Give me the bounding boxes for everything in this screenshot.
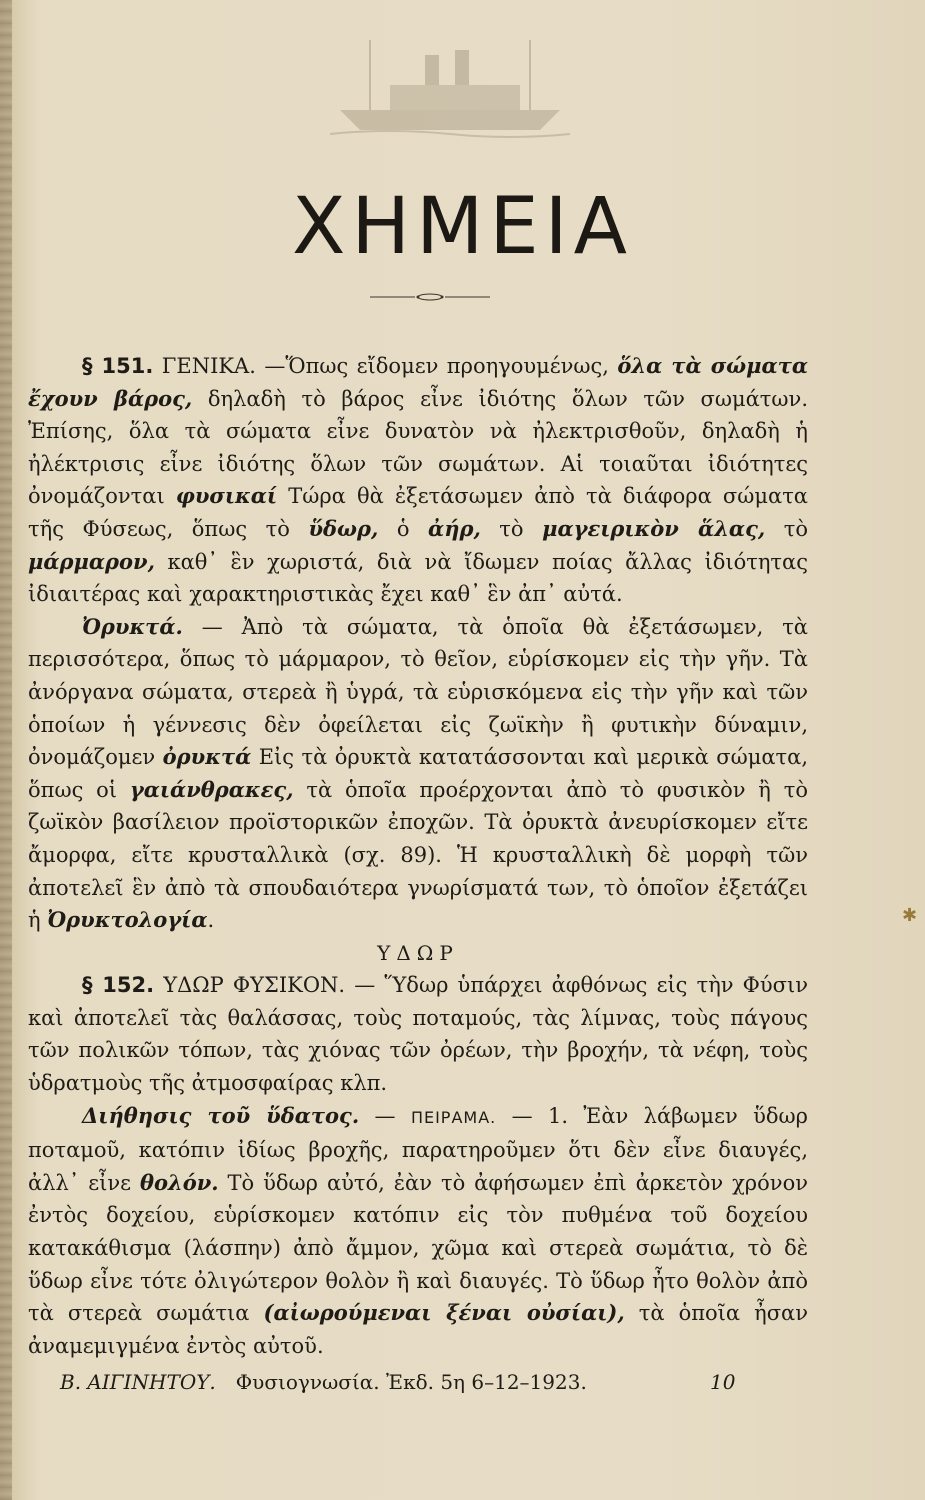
text-run: — Ἀπὸ τὰ σώματα, τὰ ὁποῖα θὰ ἐξετάσωμεν, τὰ περισσότερα, ὅπως τὸ μάρμαρον, τὸ θεῖον, εὑρίσκομεν εἰς τὴν γῆν. Τὰ ἀνόργανα σώματα, στερεὰ ἢ ὑγρά, τὰ εὑρισκόμενα εἰς τὴν γῆν καὶ τῶν ὁποίων ἡ γέννεσις δὲν ὀφείλεται εἰς ζωϊκὴν ἢ φυτικὴν δύναμιν, ὀνομάζομεν [28,614,808,770]
text-run: τὰ ὁποῖα προέρχονται ἀπὸ τὸ φυσικὸν ἢ τὸ ζωϊκὸν βασίλειον προϊστορικῶν ἐποχῶν. Τὰ ὀρυκτὰ ἀνευρίσκομεν εἴτε ἄμορφα, εἴτε κρυσταλλικὰ (σχ. 89). Ἡ κρυσταλλικὴ δὲ μορφὴ τῶν ἀποτελεῖ ἓν ἀπὸ τὰ σπουδαιότερα γνωρίσματά των, τὸ ὁποῖον ἐξετάζει ἡ [28,777,808,933]
emphasis: Ὀρυκτολογία [47,907,208,933]
emphasis: γαιάνθρακες, [129,776,294,802]
text-run: Τώρα θὰ ἐξετάσωμεν ἀπὸ τὰ διάφορα σώματα τῆς Φύσεως, ὅπως τὸ [28,484,808,541]
page-footer [60,1370,760,1394]
paragraph-diithisis [28,1100,808,1363]
emphasis: φυσικαί [175,483,278,509]
text-run: Ὕδωρ ὑπάρχει ἀφθόνως εἰς τὴν Φύσιν καὶ ἀποτελεῖ τὰς θαλάσσας, τοὺς ποταμούς, τὰς λίμνας, τοὺς πάγους τῶν πολικῶν τόπων, τὰς χιόνας τῶν ὀρέων, τὴν βροχήν, τὰ νέφη, τοὺς ὑδρατμοὺς τῆς ἀτμοσφαίρας κλπ. [28,973,808,1096]
section-152 [28,969,808,1099]
section-heading: ΥΔΩΡ ΦΥΣΙΚΟΝ. — [154,973,376,998]
paragraph-orykta [28,611,808,937]
text-run: δηλαδὴ τὸ βάρος εἶνε ἰδιότης ὅλων τῶν σωμάτων. Ἐπίσης, ὅλα τὰ σώματα εἶνε δυνατὸν νὰ ἠλεκτρισθοῦν, δηλαδὴ ἡ ἠλέκτρισις εἶνε ἰδιότης ὅλων τῶν σωμάτων. Αἱ τοιαῦται ἰδιότητες ὀνομάζονται [28,386,808,509]
section-151 [28,350,808,611]
emphasis: θολόν. [139,1169,219,1195]
text-run: Εἰς τὰ ὀρυκτὰ κατατάσσονται καὶ μερικὰ σώματα, ὅπως οἱ [28,745,809,802]
subheading-ydor: ΥΔΩΡ [377,940,459,965]
ship-illustration [330,30,570,140]
footer-edition: Φυσιογνωσία. Ἐκδ. 5η 6–12–1923. [235,1370,587,1394]
page-number: 10 [710,1370,736,1394]
section-number: § 152. [82,973,155,998]
text-run: — 1. Ἐὰν λάβωμεν ὕδωρ ποταμοῦ, κατόπιν ἰδίως βροχῆς, παρατηροῦμεν ὅτι δὲν εἶνε διαυγές, ἀλλ᾽ εἶνε [28,1103,808,1195]
paper-blemish: ✱ [902,905,918,926]
text-run: Τὸ ὕδωρ αὐτό, ἐὰν τὸ ἀφήσωμεν ἐπὶ ἀρκετὸν χρόνον ἐντὸς δοχείου, εὑρίσκομεν κατόπιν εἰς τὸν πυθμένα τοῦ δοχείου κατακάθισμα (λάσπην) ἀπὸ ἄμμον, χῶμα καὶ στερεὰ σωμάτια, τὸ δὲ ὕδωρ εἶνε τότε ὀλιγώτερον θολὸν ἢ καὶ διαυγές. Τὸ ὕδωρ ἦτο θολὸν ἀπὸ τὰ στερεὰ σωμάτια [28,1170,808,1326]
text-run: τὸ [480,516,543,541]
text-run: τὰ ὁποῖα ἦσαν ἀναμεμιγμένα ἐντὸς αὐτοῦ. [28,1301,808,1358]
page-title: ΧΗΜΕΙΑ [291,182,634,272]
emphasis: μάρμαρον, [28,548,155,574]
emphasis: ὀρυκτά [162,744,252,770]
emphasis: μαγειρικὸν ἅλας, [542,515,766,541]
emphasis: ἀήρ, [428,515,481,541]
body-text [28,350,808,1362]
text-run: — [359,1103,411,1128]
emphasis: (αἰωρούμεναι ξέναι οὐσίαι), [263,1300,625,1326]
section-number: § 151. [82,354,154,378]
experiment-label: ΠΕΙΡΑΜΑ. [410,1107,497,1127]
emphasis: ὕδωρ, [308,515,379,541]
text-run: . [207,908,215,933]
footer-author: Β. ΑΙΓΙΝΗΤΟΥ. [60,1370,216,1394]
text-run: ὁ [378,516,429,541]
section-heading: ΓΕΝΙΚΑ. — [153,354,286,378]
text-run: καθ᾽ ἓν χωριστά, διὰ νὰ ἴδωμεν ποίας ἄλλας ἰδιότητας ἰδιαιτέρας καὶ χαρακτηριστικὰς ἔχει καθ᾽ ἓν ἀπ᾽ αὐτά. [28,549,808,607]
run-heading: Ὀρυκτά. [82,613,183,639]
title-ornament [370,292,490,302]
text-run: τὸ [765,516,809,541]
emphasis: ὅλα τὰ σώματα ἔχουν βάρος, [28,353,809,411]
run-heading: Διήθησις τοῦ ὕδατος. [82,1102,360,1128]
text-run: Ὅπως εἴδομεν προηγουμένως, [285,354,618,378]
